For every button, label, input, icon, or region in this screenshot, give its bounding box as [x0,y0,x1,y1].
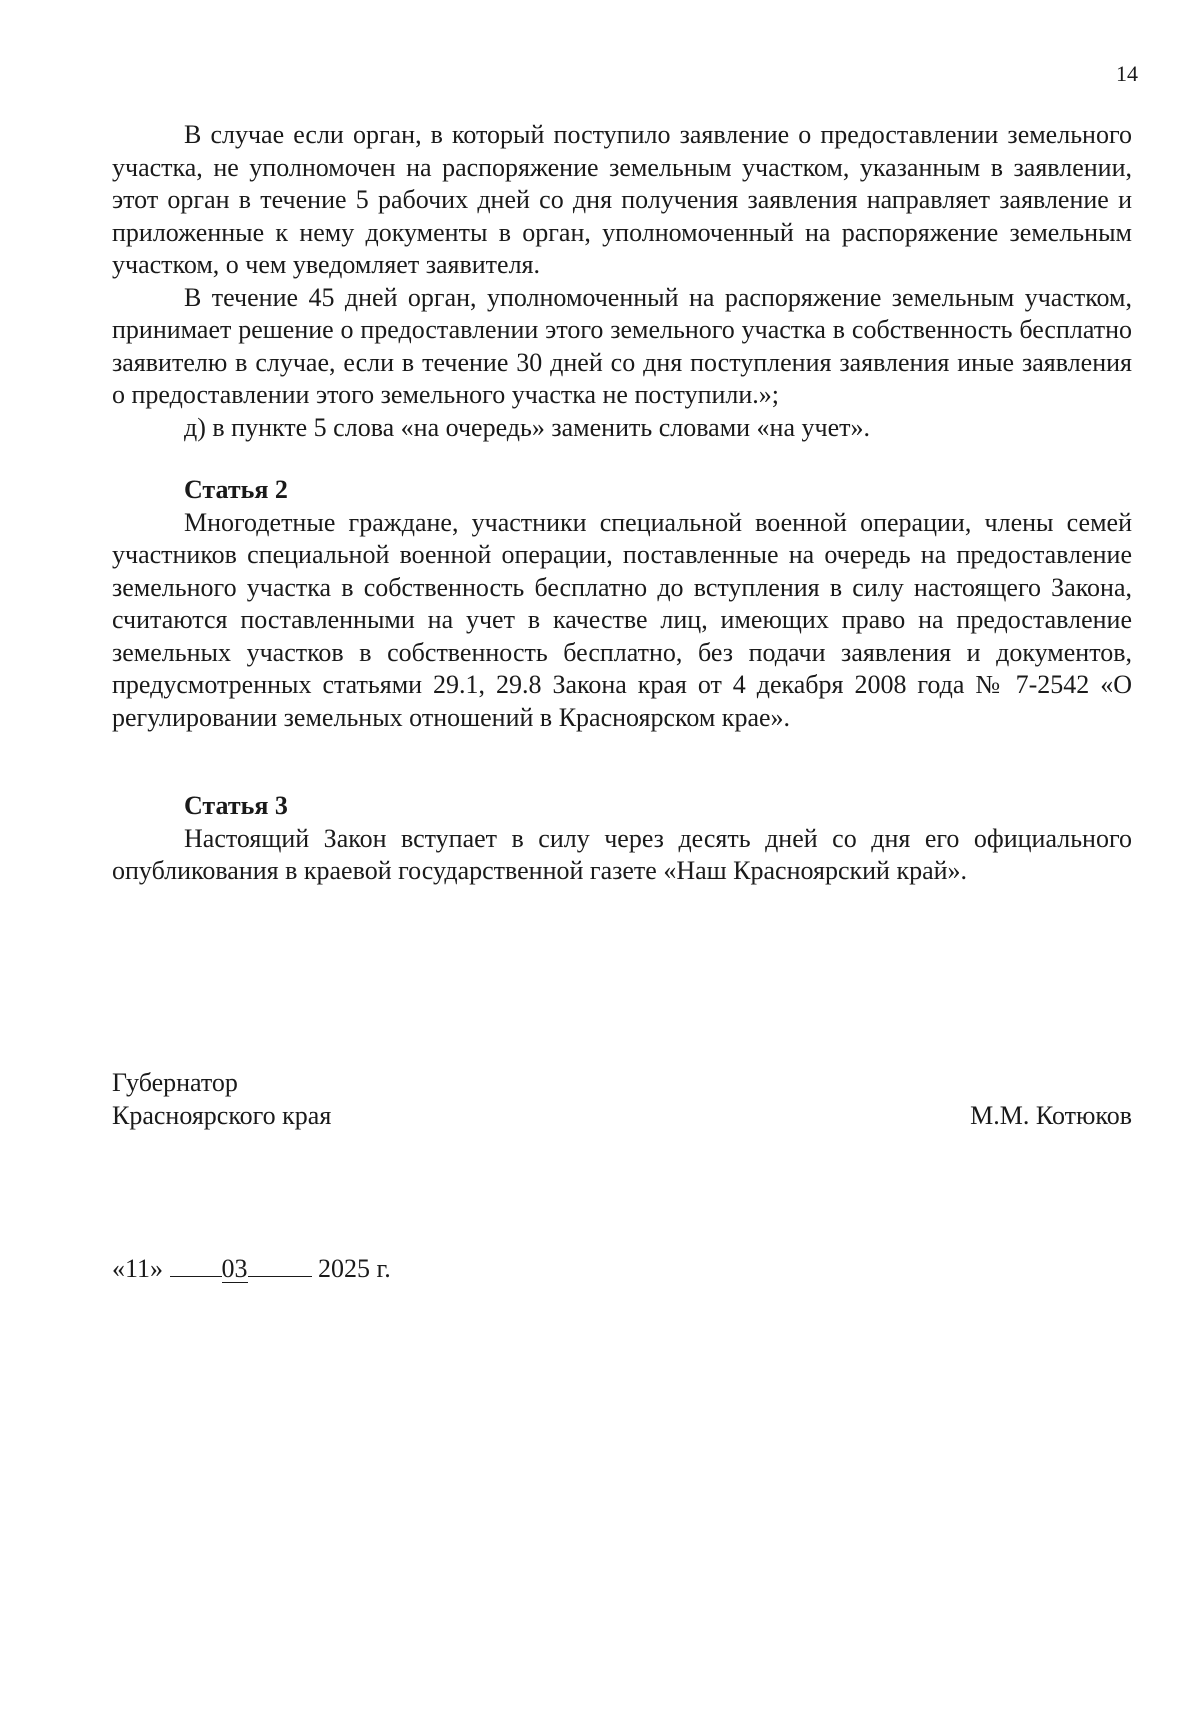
spacer [112,734,1132,790]
paragraph: д) в пункте 5 слова «на очередь» заменить словами «на учет». [184,412,870,442]
signing-date [112,1253,391,1285]
article-3-text: Настоящий Закон вступает в силу через десять дней со дня его официального опубликования в краевой государственной газете «Наш Красноярский край». [112,823,1132,885]
paragraph: В случае если орган, в который поступило заявление о предоставлении земельного участка, не уполномочен на распоряжение земельным участком, указанным в заявлении, этот орган в течение 5 рабочих дней со дня получения заявления направляет заявление и приложенные к нему документы в орган, уполномоченный на распоряжение земельным участком, о чем уведомляет заявителя. [112,120,1132,279]
date-day: «11» [112,1254,164,1283]
page-number: 14 [1116,61,1138,86]
paragraph: В течение 45 дней орган, уполномоченный на распоряжение земельным участком, принимает решение о предоставлении этого земельного участка в собственность бесплатно заявителю в случае, если в течение 30 дней со дня поступления заявления иные заявления о предоставлении этого земельного участка не поступили.»; [112,282,1132,409]
date-underline [170,1276,222,1277]
article-3-heading: Статья 3 [184,791,288,820]
article-2-text: Многодетные граждане, участники специальной военной операции, члены семей участников специальной военной операции, поставленные на очередь на предоставление земельного участка в собственность бесплатно до вступления в силу настоящего Закона, считаются поставленными на учет в качестве лиц, имеющих право на предоставление земельных участков в собственность бесплатно, без подачи заявления и документов, предусмотренных статьями 29.1, 29.8 Закона края от 4 декабря 2008 года № 7-2542 «О регулировании земельных отношений в Красноярском крае». [112,507,1132,732]
signatory-name: М.М. Котюков [970,1100,1132,1130]
law-text [112,119,1132,888]
date-underline [248,1276,312,1277]
spacer [112,444,1132,474]
signature-block [112,1067,1132,1132]
date-year: 2025 г. [318,1254,391,1283]
date-month: 03 [221,1254,248,1283]
signatory-title-line-1: Губернатор [112,1068,238,1097]
signatory-title-line-2: Красноярского края [112,1100,332,1130]
article-2-heading: Статья 2 [184,475,288,504]
